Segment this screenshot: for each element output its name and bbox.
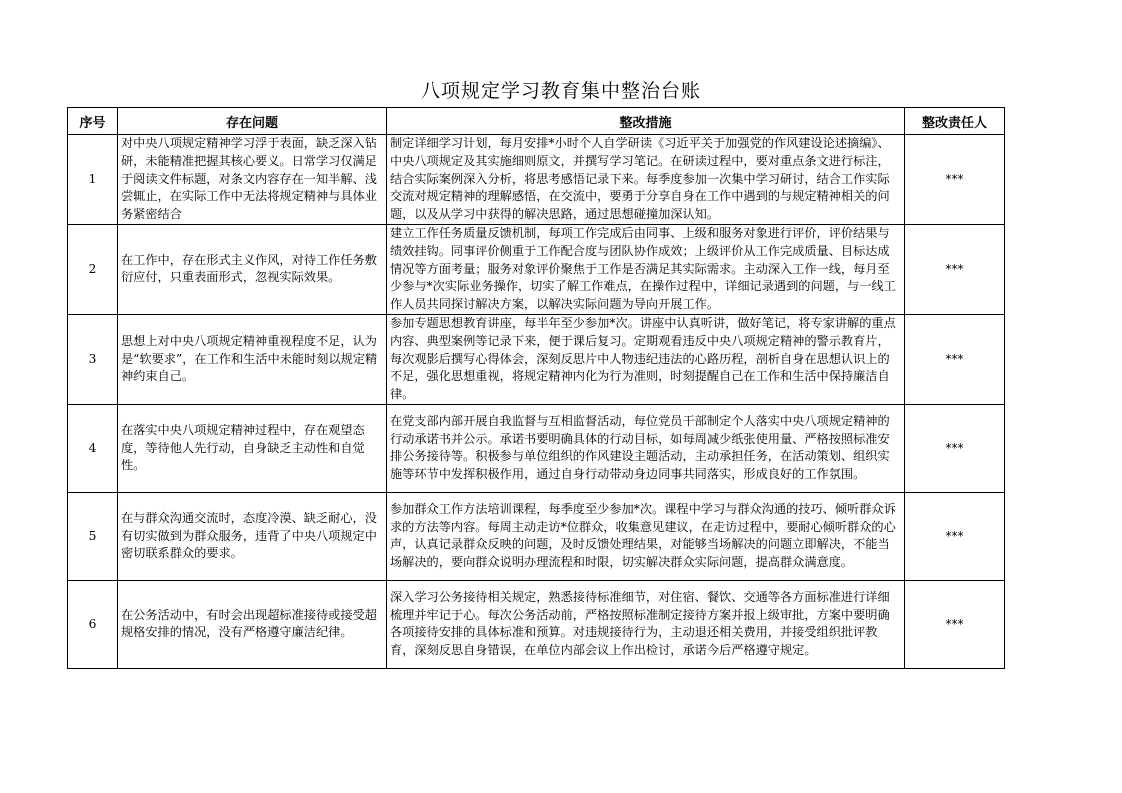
header-row [68,108,1005,135]
row-measure: 参加专题思想教育讲座，每半年至少参加*次。讲座中认真听讲，做好笔记，将专家讲解的重点内容、典型案例等记录下来，便于课后复习。定期观看违反中央八项规定精神的警示教育片，每次观影后撰写心得体会，深刻反思片中人物违纪违法的心路历程，剖析自身在思想认识上的不足，强化思想重视，将规定精神内化为行为准则，时刻提醒自己在工作和生活中保持廉洁自律。 [387,314,905,404]
row-issue: 在落实中央八项规定精神过程中，存在观望态度，等待他人先行动，自身缺乏主动性和自觉性。 [118,404,387,492]
row-issue: 思想上对中央八项规定精神重视程度不足，认为是“软要求”，在工作和生活中未能时刻以规定精神约束自己。 [118,314,387,404]
row-seq: 4 [68,404,118,492]
ledger-title: 八项规定学习教育集中整治台账 [420,80,701,102]
row-measure: 在党支部内部开展自我监督与互相监督活动，每位党员干部制定个人落实中央八项规定精神的行动承诺书并公示。承诺书要明确具体的行动目标，如每周减少纸张使用量、严格按照标准安排公务接待等。积极参与单位组织的作风建设主题活动，主动承担任务，在活动策划、组织实施等环节中发挥积极作用，通过自身行动带动身边同事共同落实，形成良好的工作氛围。 [387,404,905,492]
row-seq: 2 [68,224,118,314]
row-responsible: *** [905,404,1005,492]
row-measure: 深入学习公务接待相关规定，熟悉接待标准细节，对住宿、餐饮、交通等各方面标准进行详细梳理并牢记于心。每次公务活动前，严格按照标准制定接待方案并报上级审批，方案中要明确各项接待安排的具体标准和预算。对违规接待行为，主动退还相关费用，并接受组织批评教育，深刻反思自身错误，在单位内部会议上作出检讨，承诺今后严格遵守规定。 [387,580,905,668]
row-measure: 参加群众工作方法培训课程，每季度至少参加*次。课程中学习与群众沟通的技巧、倾听群众诉求的方法等内容。每周主动走访*位群众，收集意见建议，在走访过程中，要耐心倾听群众的心声，认真记录群众反映的问题，及时反馈处理结果，对能够当场解决的问题立即解决，不能当场解决的，要向群众说明办理流程和时限，切实解决群众实际问题，提高群众满意度。 [387,492,905,580]
table-row [68,314,1005,404]
header-seq: 序号 [68,108,118,135]
row-seq: 5 [68,492,118,580]
rectification-ledger-table [67,107,1005,669]
row-seq: 6 [68,580,118,668]
row-issue: 在公务活动中，有时会出现超标准接待或接受超规格安排的情况，没有严格遵守廉洁纪律。 [118,580,387,668]
table-row [68,492,1005,580]
header-measure: 整改措施 [387,108,905,135]
row-responsible: *** [905,314,1005,404]
row-responsible: *** [905,135,1005,225]
row-seq: 3 [68,314,118,404]
row-responsible: *** [905,224,1005,314]
row-measure: 制定详细学习计划，每月安排*小时个人自学研读《习近平关于加强党的作风建设论述摘编》、中央八项规定及其实施细则原文，并撰写学习笔记。在研读过程中，要对重点条文进行标注，结合实际案例深入分析，将思考感悟记录下来。每季度参加一次集中学习研讨，结合工作实际交流对规定精神的理解感悟，在交流中，要勇于分享自身在工作中遇到的与规定精神相关的问题，以及从学习中获得的解决思路，通过思想碰撞加深认知。 [387,135,905,225]
table-row [68,224,1005,314]
row-responsible: *** [905,492,1005,580]
header-responsible: 整改责任人 [905,108,1005,135]
header-issue: 存在问题 [118,108,387,135]
row-seq: 1 [68,135,118,225]
table-row [68,404,1005,492]
row-issue: 在工作中，存在形式主义作风，对待工作任务敷衍应付，只重表面形式，忽视实际效果。 [118,224,387,314]
row-issue: 在与群众沟通交流时，态度冷漠、缺乏耐心，没有切实做到为群众服务，违背了中央八项规定中密切联系群众的要求。 [118,492,387,580]
table-row [68,580,1005,668]
row-responsible: *** [905,580,1005,668]
table-row [68,135,1005,225]
row-issue: 对中央八项规定精神学习浮于表面，缺乏深入钻研，未能精准把握其核心要义。日常学习仅满足于阅读文件标题，对条文内容存在一知半解、浅尝辄止，在实际工作中无法将规定精神与具体业务紧密结合 [118,135,387,225]
row-measure: 建立工作任务质量反馈机制，每项工作完成后由同事、上级和服务对象进行评价，评价结果与绩效挂钩。同事评价侧重于工作配合度与团队协作成效；上级评价从工作完成质量、目标达成情况等方面考量；服务对象评价聚焦于工作是否满足其实际需求。主动深入工作一线，每月至少参与*次实际业务操作，切实了解工作难点，在操作过程中，详细记录遇到的问题，与一线工作人员共同探讨解决方案，以解决实际问题为导向开展工作。 [387,224,905,314]
